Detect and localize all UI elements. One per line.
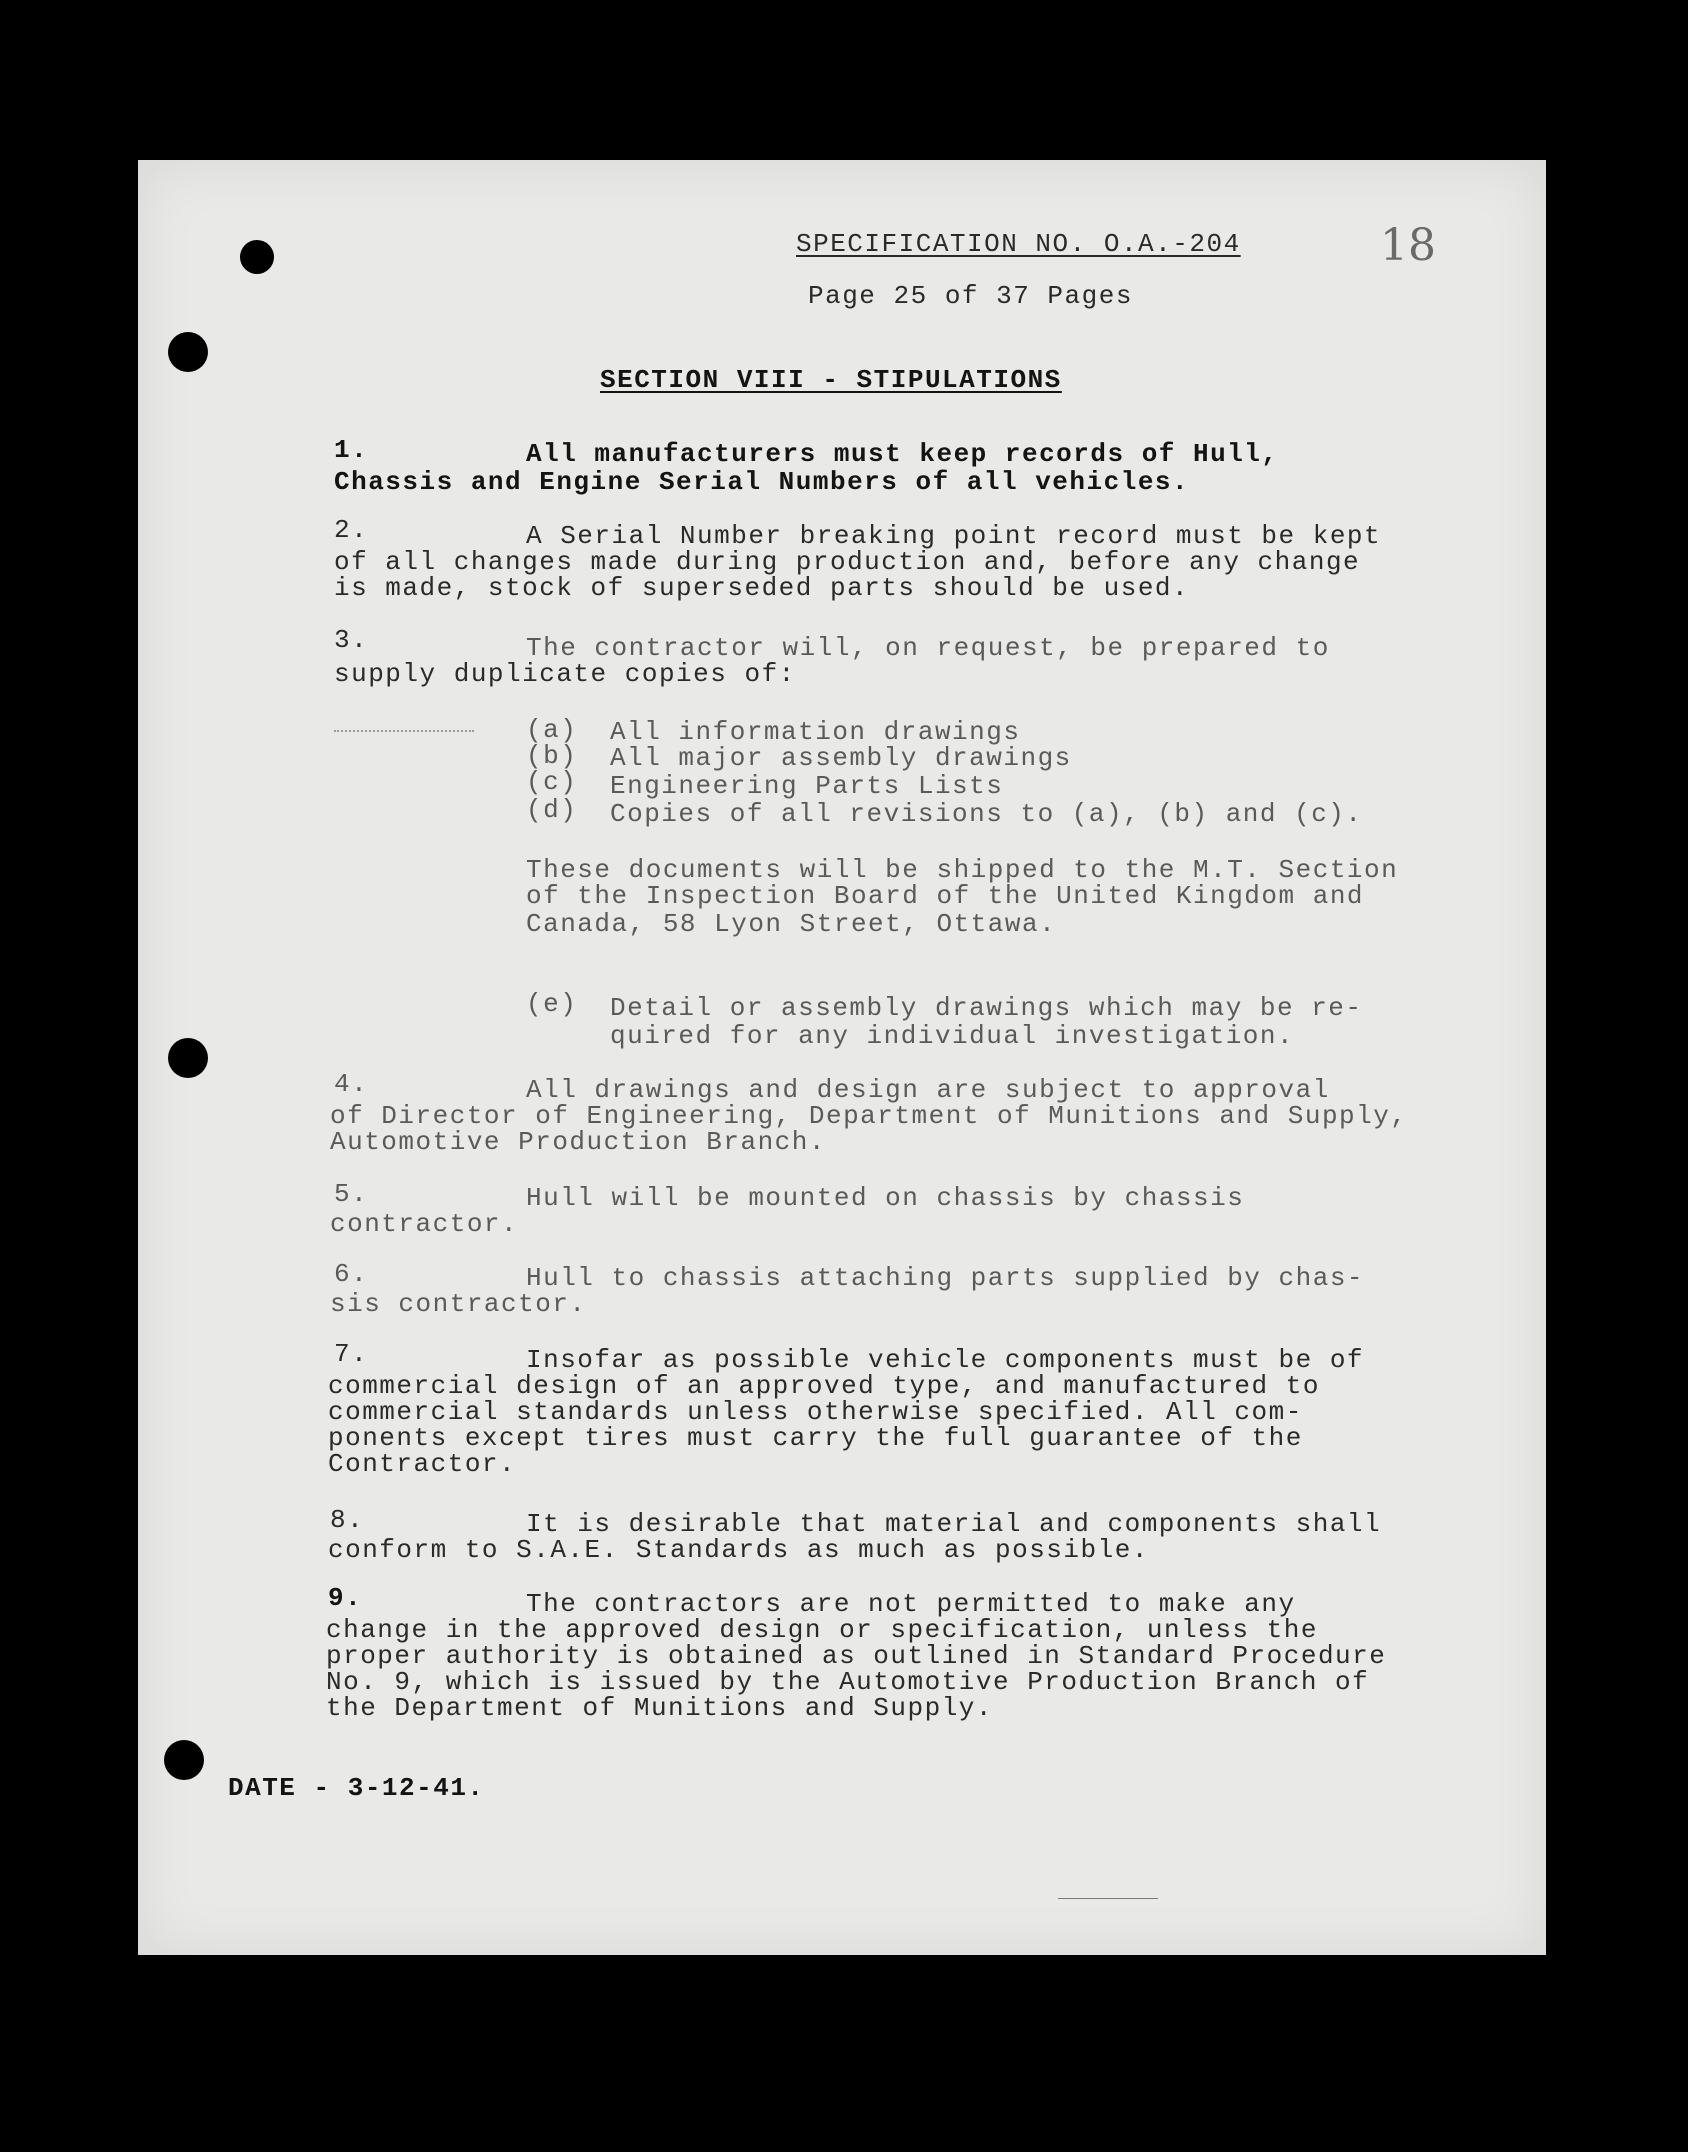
sub-item-text: Engineering Parts Lists <box>610 771 1004 801</box>
clause-first-line: All drawings and design are subject to approval <box>526 1075 1330 1105</box>
clause-line: No. 9, which is issued by the Automotive Production Branch of <box>326 1667 1370 1697</box>
clause-line: of Director of Engineering, Department of Munitions and Supply, <box>330 1101 1408 1131</box>
shipping-note-line: of the Inspection Board of the United Kingdom and <box>526 881 1365 911</box>
shipping-note-line: These documents will be shipped to the M.T. Section <box>526 855 1399 885</box>
dotted-rule <box>334 730 474 733</box>
handwritten-page-number: 18 <box>1380 220 1436 271</box>
clause-number: 8. <box>330 1505 365 1535</box>
clause-first-line: The contractor will, on request, be prepared to <box>526 633 1330 663</box>
sub-item-text: All information drawings <box>610 717 1021 747</box>
sub-item-text: All major assembly drawings <box>610 743 1072 773</box>
clause-line: is made, stock of superseded parts should be used. <box>334 573 1190 603</box>
clause-line: the Department of Munitions and Supply. <box>326 1693 993 1723</box>
clause-first-line: A Serial Number breaking point record must be kept <box>526 521 1382 551</box>
clause-number: 2. <box>334 515 369 545</box>
page-indicator: Page 25 of 37 Pages <box>808 281 1133 311</box>
sub-item-label: (e) <box>526 989 578 1019</box>
punch-hole <box>168 1038 208 1078</box>
clause-line: Chassis and Engine Serial Numbers of all vehicles. <box>334 467 1190 497</box>
sub-item-text: Detail or assembly drawings which may be re- <box>610 993 1363 1023</box>
clause-number: 4. <box>334 1069 369 1099</box>
clause-line: Automotive Production Branch. <box>330 1127 826 1157</box>
sub-item-label: (c) <box>526 767 578 797</box>
sub-item-label: (b) <box>526 741 578 771</box>
clause-line: Contractor. <box>328 1449 517 1479</box>
section-title: SECTION VIII - STIPULATIONS <box>600 365 1062 395</box>
sub-item-text: Copies of all revisions to (a), (b) and (c). <box>610 799 1363 829</box>
sub-item-text: quired for any individual investigation. <box>610 1021 1295 1051</box>
sub-item-label: (d) <box>526 795 578 825</box>
punch-hole <box>240 240 274 274</box>
clause-number: 6. <box>334 1259 369 1289</box>
clause-line: ponents except tires must carry the full guarantee of the <box>328 1423 1303 1453</box>
clause-line: contractor. <box>330 1209 519 1239</box>
clause-first-line: Hull to chassis attaching parts supplied by chas- <box>526 1263 1365 1293</box>
clause-first-line: It is desirable that material and components shall <box>526 1509 1382 1539</box>
shipping-note-line: Canada, 58 Lyon Street, Ottawa. <box>526 909 1057 939</box>
clause-line: commercial design of an approved type, and manufactured to <box>328 1371 1320 1401</box>
clause-line: change in the approved design or specification, unless the <box>326 1615 1318 1645</box>
clause-number: 3. <box>334 625 369 655</box>
sub-item-label: (a) <box>526 715 578 745</box>
punch-hole <box>164 1740 204 1780</box>
clause-first-line: Insofar as possible vehicle components must be of <box>526 1345 1365 1375</box>
punch-hole <box>168 332 208 372</box>
clause-number: 9. <box>328 1583 363 1613</box>
clause-first-line: The contractors are not permitted to make any <box>526 1589 1296 1619</box>
clause-line: proper authority is obtained as outlined in Standard Procedure <box>326 1641 1387 1671</box>
clause-line: commercial standards unless otherwise specified. All com- <box>328 1397 1303 1427</box>
clause-first-line: Hull will be mounted on chassis by chassis <box>526 1183 1245 1213</box>
clause-line: sis contractor. <box>330 1289 587 1319</box>
clause-number: 7. <box>334 1339 369 1369</box>
clause-number: 1. <box>334 435 369 465</box>
document-date: DATE - 3-12-41. <box>228 1773 485 1803</box>
clause-line: supply duplicate copies of: <box>334 659 796 689</box>
clause-first-line: All manufacturers must keep records of Hull, <box>526 439 1279 469</box>
document-page <box>138 160 1546 1955</box>
clause-line: of all changes made during production and, before any change <box>334 547 1361 577</box>
clause-line: conform to S.A.E. Standards as much as possible. <box>328 1535 1149 1565</box>
bottom-rule <box>1058 1898 1158 1899</box>
clause-number: 5. <box>334 1179 369 1209</box>
specification-number: SPECIFICATION NO. O.A.-204 <box>796 229 1241 259</box>
